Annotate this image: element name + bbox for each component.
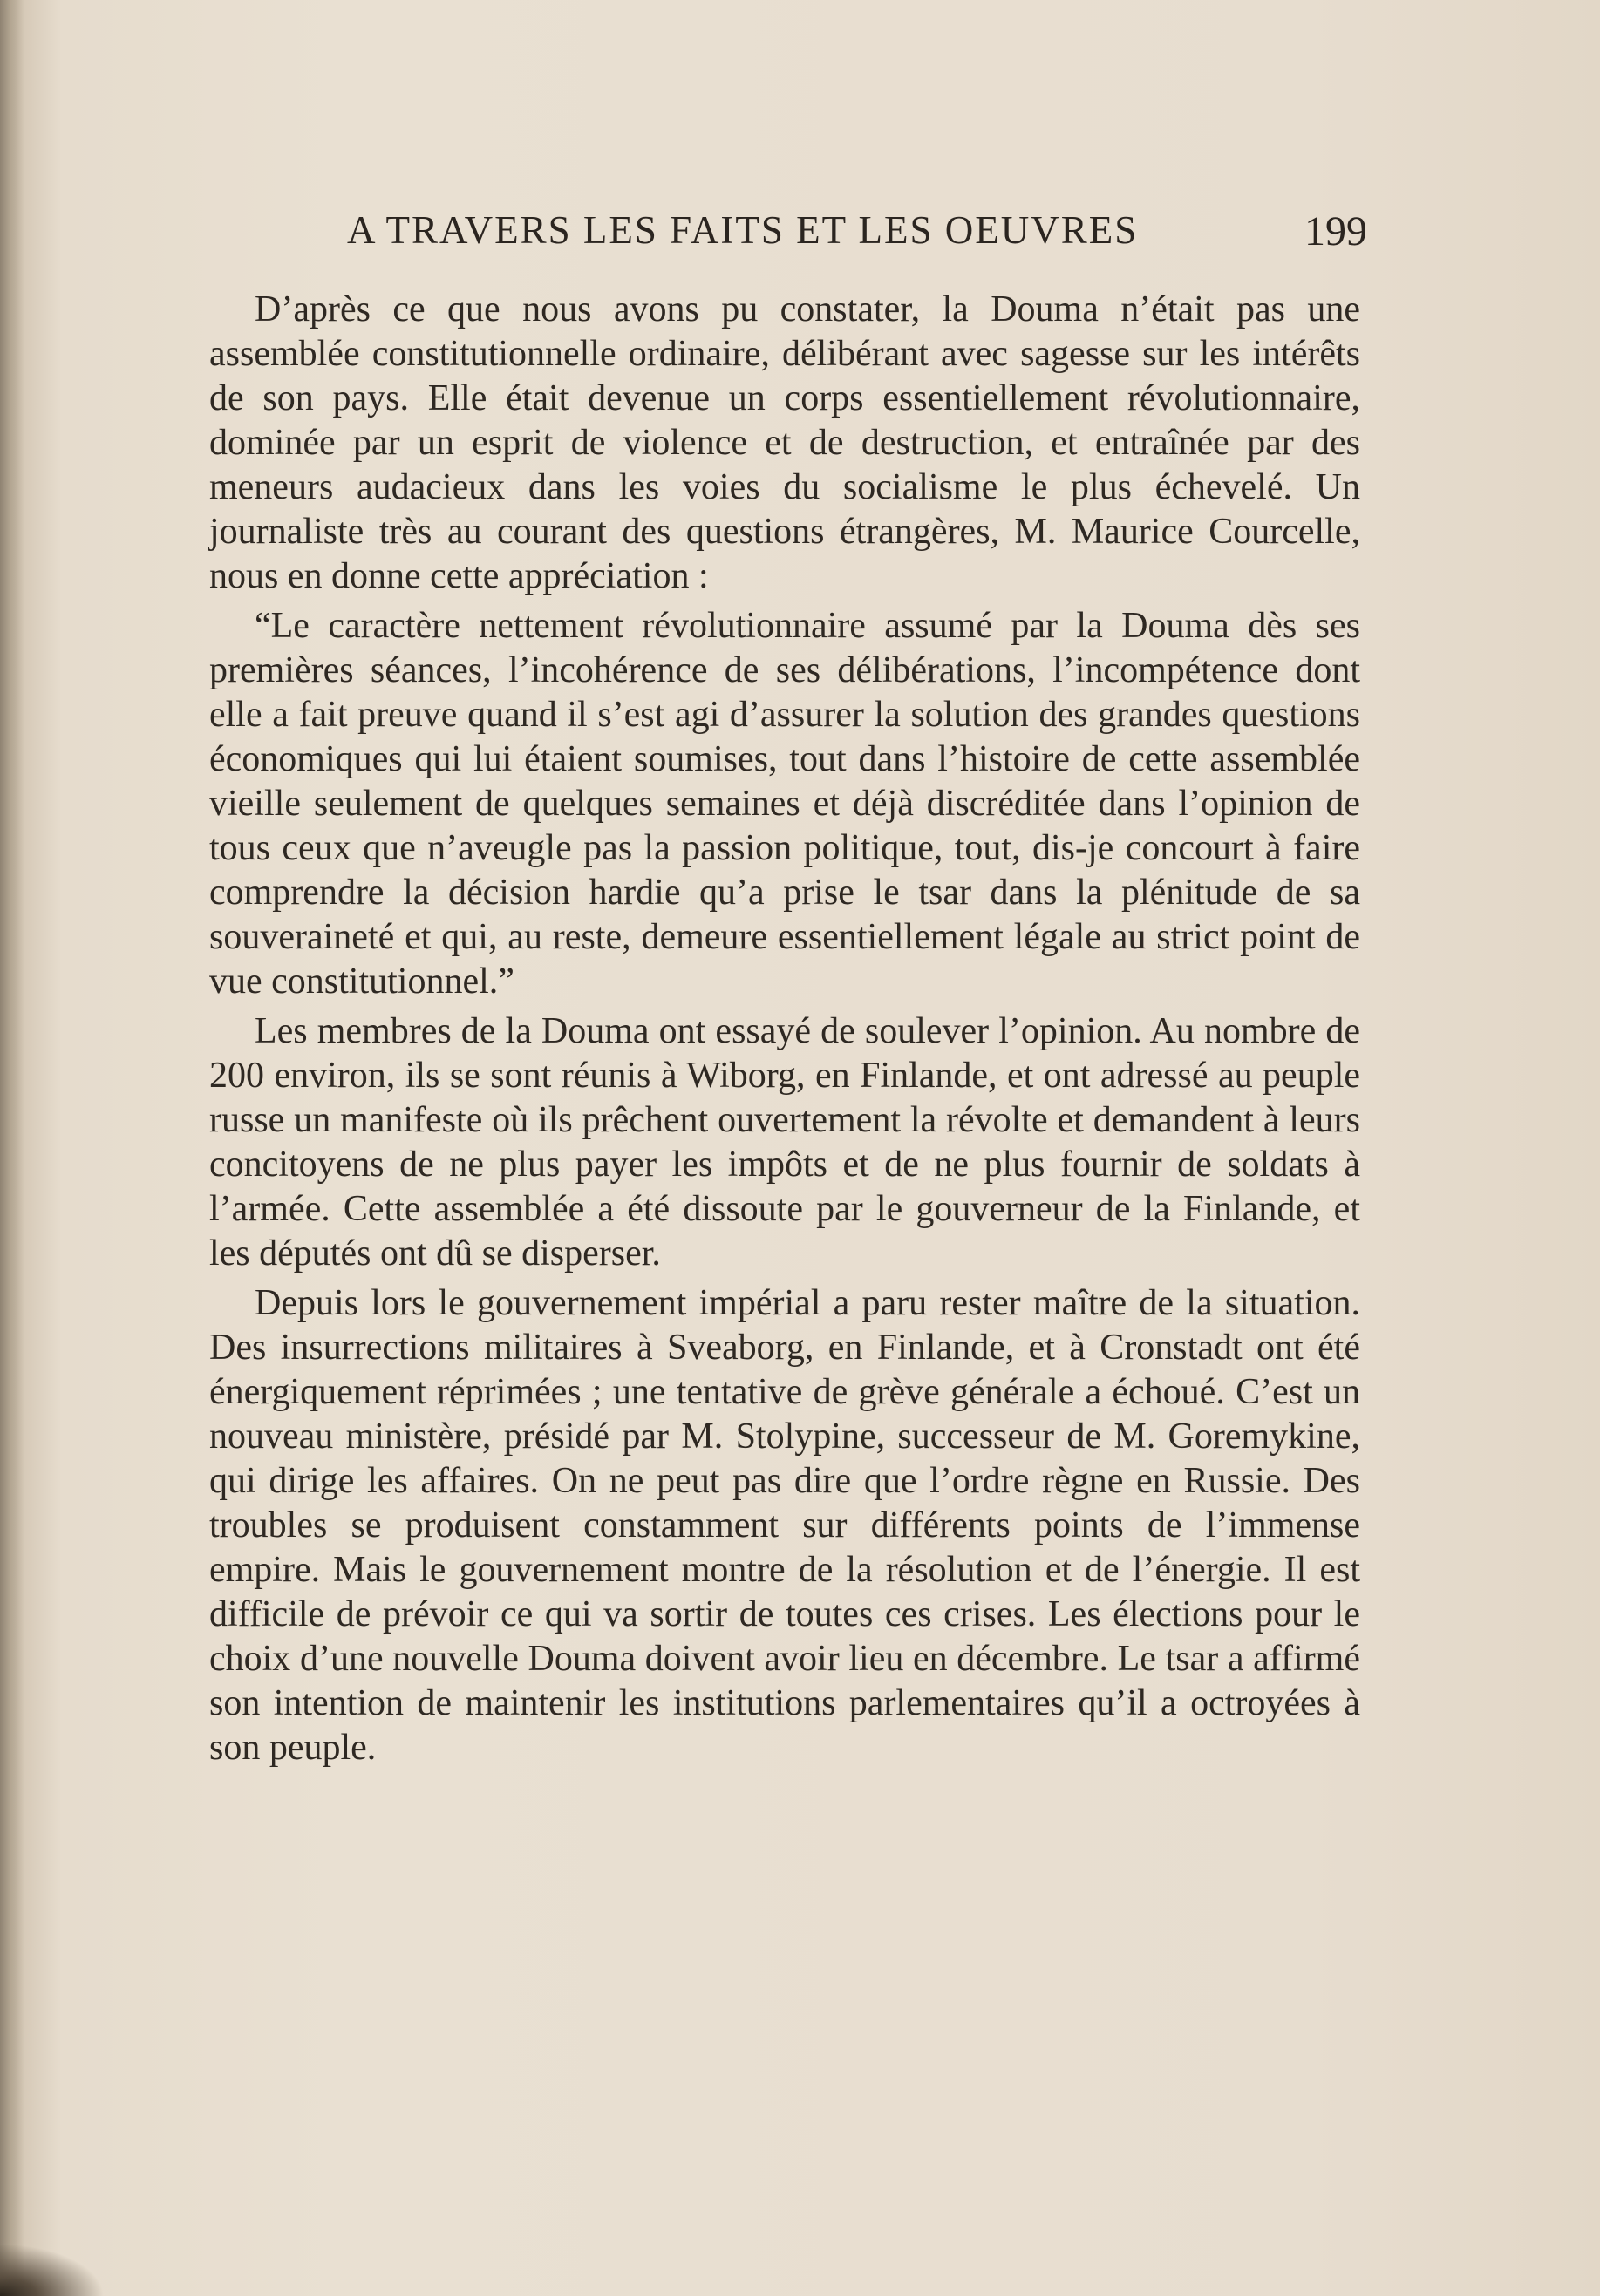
running-title: A TRAVERS LES FAITS ET LES OEUVRES (347, 208, 1139, 252)
page-number: 199 (1304, 208, 1367, 255)
paragraph-douma-assessment: D’après ce que nous avons pu constater, la Douma n’était pas une assemblée constitutionnelle ordinaire, délibérant avec sagesse sur les intérêts de son pays. Elle était devenue un corps essentiellement révolutionnaire, dominée par un esprit de violence et de destruction, et entraînée par des meneurs audacieux dans les voies du socialisme le plus échevelé. Un journaliste très au courant des questions étrangères, M. Maurice Courcelle, nous en donne cette appréciation : (209, 289, 1360, 596)
page-corner-shadow (0, 2244, 105, 2296)
paragraph-wiborg-manifesto: Les membres de la Douma ont essayé de soulever l’opinion. Au nombre de 200 environ, ils se sont réunis à Wiborg, en Finlande, et ont adressé au peuple russe un manifeste où ils prêchent ouvertement la révolte et demandent à leurs concitoyens de ne plus payer les impôts et de ne plus fournir de soldats à l’armée. Cette assemblée a été dissoute par le gouverneur de la Finlande, et les députés ont dû se disperser. (209, 1011, 1360, 1274)
paragraph-courcelle-quote: “Le caractère nettement révolutionnaire assumé par la Douma dès ses premières séances, l’incohérence de ses délibérations, l’incompétence dont elle a fait preuve quand il s’est agi d’assurer la solution des grandes questions économiques qui lui étaient soumises, tout dans l’histoire de cette assemblée vieille seulement de quelques semaines et déjà discréditée dans l’opinion de tous ceux que n’aveugle pas la passion politique, tout, dis-je concourt à faire comprendre la décision hardie qu’a prise le tsar dans la plénitude de sa souveraineté et qui, au reste, demeure essentiellement légale au strict point de vue constitutionnel.” (209, 606, 1360, 1002)
page-header (347, 207, 1376, 268)
body-text (209, 288, 1360, 1770)
book-binding-edge (0, 0, 24, 2296)
paragraph-government-situation: Depuis lors le gouvernement impérial a paru rester maître de la situation. Des insurrections militaires à Sveaborg, en Finlande, et à Cronstadt ont été énergiquement réprimées ; une tentative de grève générale a échoué. C’est un nouveau ministère, présidé par M. Stolypine, successeur de M. Goremykine, qui dirige les affaires. On ne peut pas dire que l’ordre règne en Russie. Des troubles se produisent constamment sur différents points de l’immense empire. Mais le gouvernement montre de la résolution et de l’énergie. Il est difficile de prévoir ce qui va sortir de toutes ces crises. Les élections pour le choix d’une nouvelle Douma doivent avoir lieu en décembre. Le tsar a affirmé son intention de maintenir les institutions parlementaires qu’il a octroyées à son peuple. (209, 1283, 1360, 1768)
